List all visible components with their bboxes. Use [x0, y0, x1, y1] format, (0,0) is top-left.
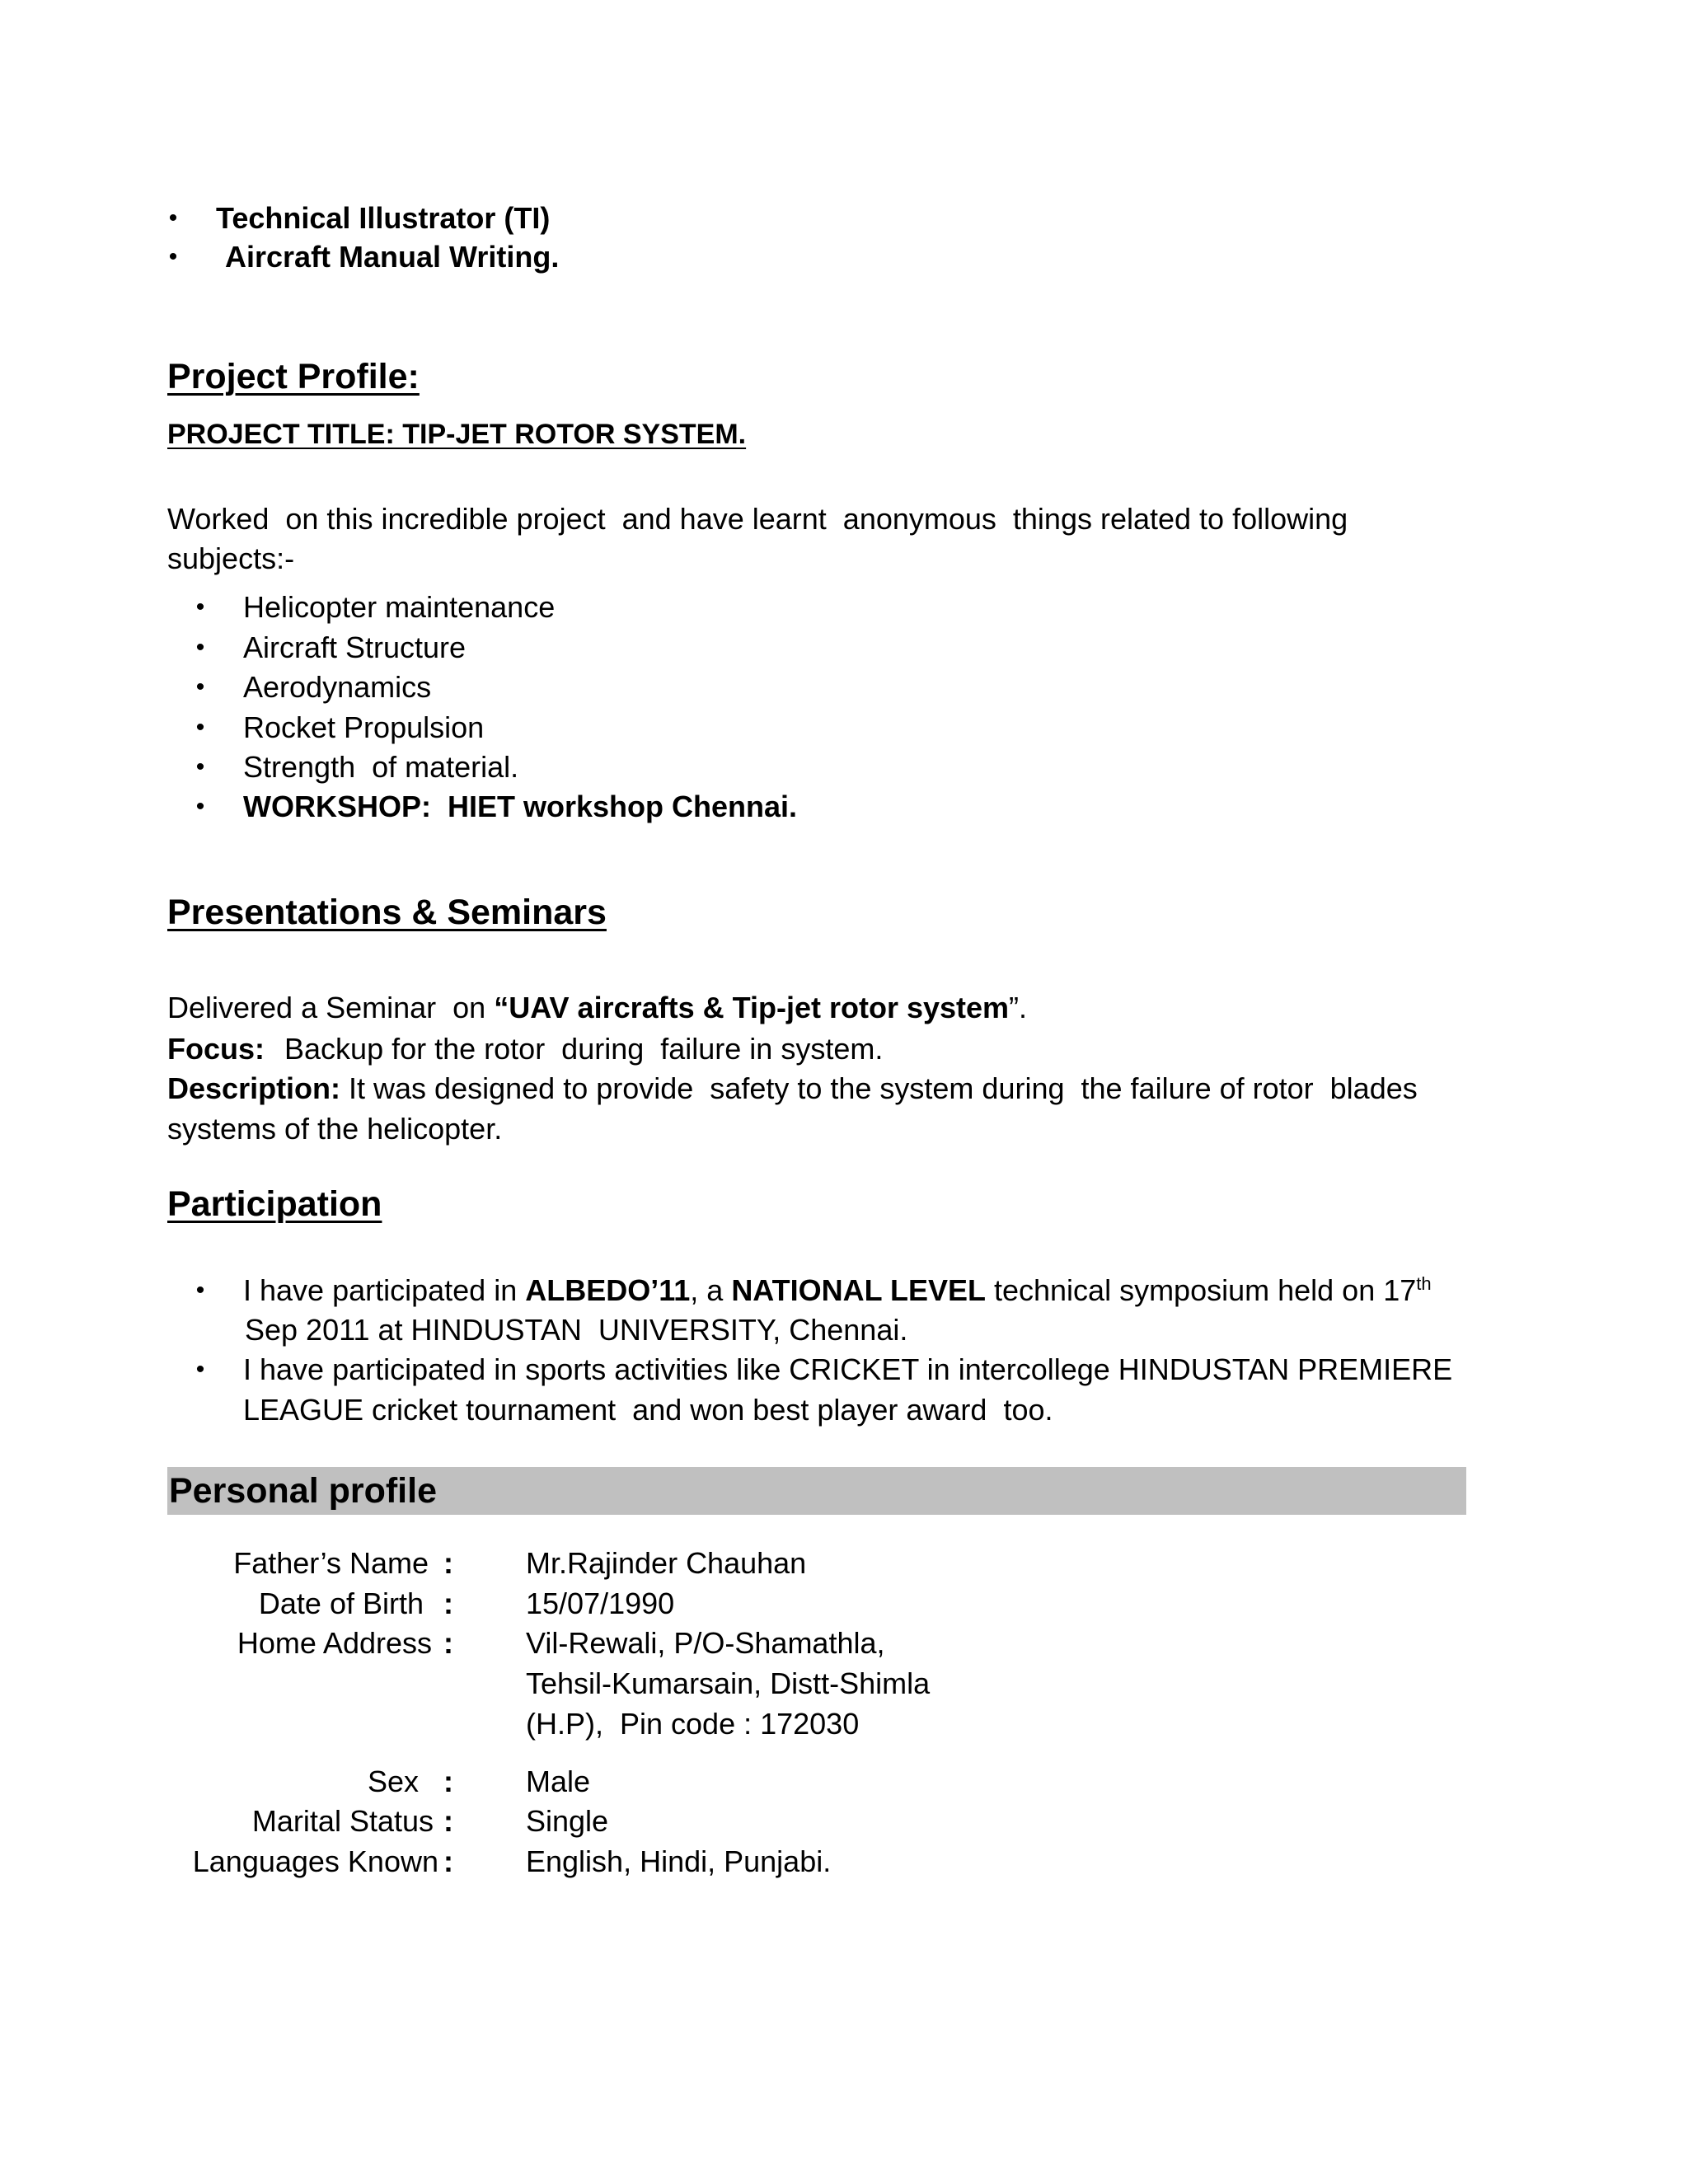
skill-item: Aircraft Manual Writing.: [225, 240, 560, 274]
presentations-heading: Presentations & Seminars: [167, 893, 607, 932]
bullet-icon: •: [195, 793, 205, 820]
fathers-name-value: Mr.Rajinder Chauhan: [526, 1546, 807, 1580]
description-label: Description:: [167, 1071, 341, 1105]
project-title: PROJECT TITLE: TIP-JET ROTOR SYSTEM.: [167, 419, 747, 450]
bullet-icon: •: [195, 1356, 205, 1383]
ordinal-suffix: th: [1416, 1273, 1432, 1294]
address-line: (H.P), Pin code : 172030: [526, 1707, 860, 1741]
subject-item: Aerodynamics: [243, 670, 432, 704]
bullet-icon: •: [195, 593, 205, 621]
description-line: [167, 1068, 1418, 1109]
address-line: Tehsil-Kumarsain, Distt-Shimla: [526, 1666, 931, 1700]
subject-item: Aircraft Structure: [243, 630, 467, 664]
seminar-topic: “UAV aircrafts & Tip-jet rotor system: [494, 991, 1010, 1024]
languages-value: English, Hindi, Punjabi.: [526, 1844, 832, 1878]
marital-status-label: Marital Status: [251, 1804, 434, 1838]
separator: :: [443, 1844, 453, 1878]
dob-label: Date of Birth: [258, 1586, 424, 1620]
bullet-icon: •: [195, 753, 205, 780]
project-intro: Worked on this incredible project and have learnt anonymous things related to following: [167, 502, 1348, 536]
participation-item-albedo-continued: Sep 2011 at HINDUSTAN UNIVERSITY, Chennai.: [245, 1313, 908, 1347]
bullet-icon: •: [195, 673, 205, 701]
focus-line: [167, 1029, 883, 1070]
description-continued: systems of the helicopter.: [167, 1112, 503, 1146]
dob-value: 15/07/1990: [526, 1586, 675, 1620]
separator: :: [443, 1626, 453, 1660]
workshop-item: WORKSHOP: HIET workshop Chennai.: [243, 790, 798, 823]
sex-value: Male: [526, 1765, 591, 1798]
address-line: Vil-Rewali, P/O-Shamathla,: [526, 1626, 885, 1660]
separator: :: [443, 1586, 453, 1620]
event-name: ALBEDO’11: [525, 1273, 691, 1307]
seminar-suffix: ”.: [1009, 991, 1028, 1024]
focus-label: Focus:: [167, 1032, 265, 1066]
seminar-line: [167, 987, 1027, 1029]
bullet-icon: •: [168, 243, 178, 270]
project-intro-continued: subjects:-: [167, 541, 295, 575]
description-text: It was designed to provide safety to the system during the failure of rotor blades: [340, 1071, 1418, 1105]
fathers-name-label: Father’s Name: [233, 1546, 429, 1580]
project-profile-heading: Project Profile:: [167, 357, 420, 396]
subject-item: Rocket Propulsion: [243, 710, 485, 744]
marital-status-value: Single: [526, 1804, 609, 1838]
seminar-prefix: Delivered a Seminar on: [167, 991, 495, 1024]
participation-text: , a: [690, 1273, 732, 1307]
home-address-label: Home Address: [237, 1626, 432, 1660]
participation-item-albedo: [243, 1270, 1432, 1311]
participation-item-cricket: I have participated in sports activities like CRICKET in intercollege HINDUSTAN PREMIERE: [243, 1352, 1453, 1386]
personal-profile-heading: Personal profile: [169, 1471, 437, 1511]
subject-item: Helicopter maintenance: [243, 590, 556, 624]
subject-item: Strength of material.: [243, 750, 519, 784]
skill-item: Technical Illustrator (TI): [216, 201, 551, 235]
separator: :: [443, 1546, 453, 1580]
bullet-icon: •: [195, 1277, 205, 1304]
participation-item-cricket-continued: LEAGUE cricket tournament and won best player award too.: [243, 1393, 1053, 1427]
separator: :: [443, 1804, 453, 1838]
focus-text: Backup for the rotor during failure in system.: [284, 1032, 884, 1066]
participation-text: I have participated in: [243, 1273, 526, 1307]
event-level: NATIONAL LEVEL: [731, 1273, 986, 1307]
bullet-icon: •: [195, 634, 205, 661]
sex-label: Sex: [367, 1765, 419, 1798]
participation-heading: Participation: [167, 1184, 382, 1224]
participation-text: technical symposium held on 17: [985, 1273, 1417, 1307]
bullet-icon: •: [195, 714, 205, 741]
languages-label: Languages Known: [192, 1844, 438, 1878]
separator: :: [443, 1765, 453, 1798]
bullet-icon: •: [168, 204, 178, 232]
